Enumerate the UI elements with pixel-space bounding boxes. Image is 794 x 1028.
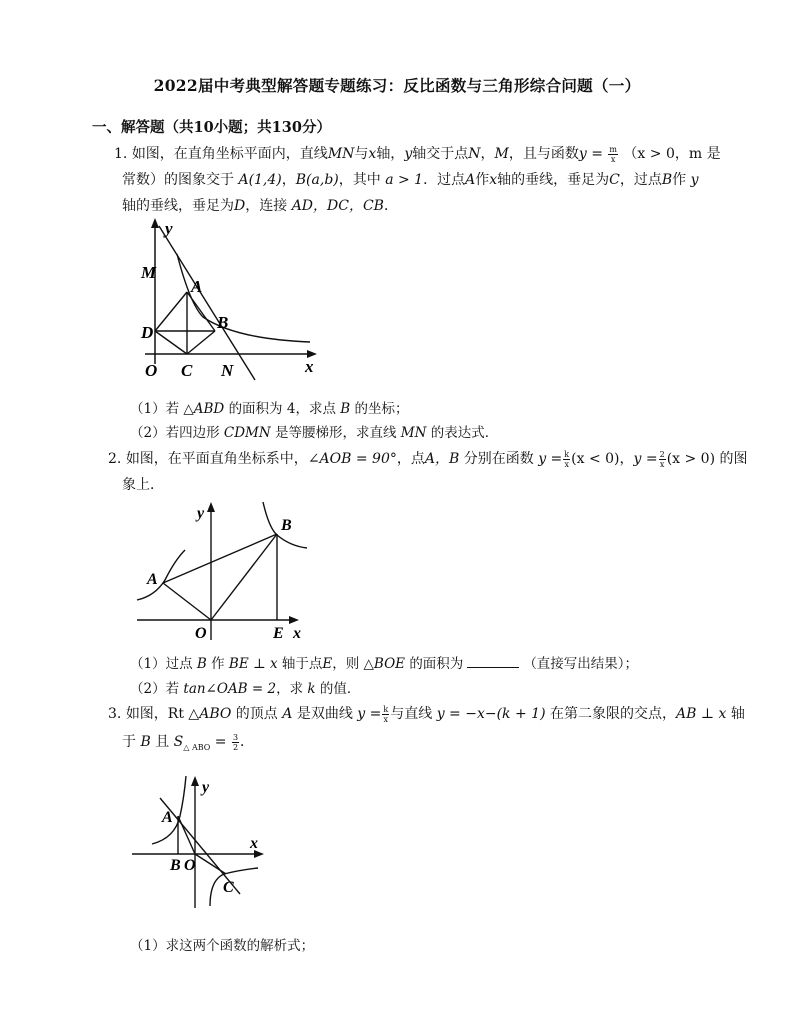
q3-line-2: 于 B 且 $S_{\triangle ABO}$ = $\frac{3}{2}$ ． xyxy=(122,732,255,752)
q1-label-M: M xyxy=(141,263,157,282)
page-title: 2022届中考典型解答题专题练习：反比函数与三角形综合问题（一） xyxy=(153,76,641,95)
q3-label-x: x xyxy=(250,835,258,852)
q1-hyperbola xyxy=(177,254,310,342)
q1-sub-1: （1）若 △ABD 的面积为 4，求点 B 的坐标； xyxy=(130,401,409,417)
q2-label-O: O xyxy=(195,625,207,642)
q1-label-O: O xyxy=(145,361,158,380)
q1-figure xyxy=(135,214,325,384)
q1-seg-CB xyxy=(187,331,215,354)
q1-label-N: N xyxy=(221,361,234,380)
q2-label-E: E xyxy=(273,625,284,642)
section-header: 一、解答题（共10小题；共130分） xyxy=(92,119,331,136)
q3-label-y: y xyxy=(202,779,210,796)
q1-line-3: 轴的垂线，垂足为D，连接 AD，DC，CB． xyxy=(122,198,398,214)
q3-area-fraction: $\frac{3}{2}$ xyxy=(232,732,239,752)
q1-line-2: 常数）的图象交于 A(1,4)，B(a,b)，其中 a > 1．过点A作x轴的垂线，垂足为C，过点B作 y xyxy=(122,172,699,188)
q3-figure xyxy=(130,772,270,912)
q2-line-1: 2. 如图，在平面直角坐标系中，∠AOB = 90°，点A，B 分别在函数 y = $\frac{k}{x}$ (x < 0)，y = $\frac{2}{x}$ (x > 0) 的图 xyxy=(108,449,748,469)
q3-line-1: 3. 如图，Rt △ABO 的顶点 A 是双曲线 y = $\frac{k}{x}$ 与直线 y = −x−(k + 1) 在第二象限的交点，AB ⊥ x 轴 xyxy=(108,704,745,724)
q2-sub-2: （2）若 tan∠OAB = 2，求 k 的值． xyxy=(130,681,361,697)
q2-line-2: 象上． xyxy=(122,477,164,493)
q3-seg-OC xyxy=(195,854,226,874)
q2-y-arrow xyxy=(207,502,215,512)
q1-label-D: D xyxy=(141,323,154,342)
q1-line-MN xyxy=(159,226,255,380)
answer-blank[interactable] xyxy=(467,655,519,668)
q3-label-B: B xyxy=(170,857,181,874)
q3-seg-AO xyxy=(178,816,195,854)
q3-label-A: A xyxy=(162,809,173,826)
q1-seg-DC xyxy=(155,331,187,354)
q3-fraction: $\frac{k}{x}$ xyxy=(383,704,389,724)
q2-seg-AB xyxy=(163,534,277,583)
q1-label-B: B xyxy=(217,313,229,332)
q1-label-y: y xyxy=(165,219,173,238)
q1-seg-AB xyxy=(187,292,215,331)
q2-seg-OB xyxy=(211,534,277,620)
q2-seg-AO xyxy=(163,583,211,620)
q2-fraction-2: $\frac{2}{x}$ xyxy=(659,449,665,469)
q2-x-arrow xyxy=(289,616,299,624)
q2-hyperbola-left xyxy=(137,550,185,600)
q1-fraction: $\frac{m}{x}$ xyxy=(609,144,617,164)
q2-label-B: B xyxy=(281,517,292,534)
q1-line-1: 1. 如图，在直角坐标平面内，直线MN与x轴，y轴交于点N，M，且与函数y = $\frac{m}{x}$ （x > 0，m 是 xyxy=(114,144,721,164)
q3-sub-1: （1）求这两个函数的解析式； xyxy=(130,938,315,954)
q1-label-x: x xyxy=(305,357,314,376)
q2-label-x: x xyxy=(293,625,301,642)
q3-label-C: C xyxy=(223,879,234,896)
q2-label-A: A xyxy=(147,571,158,588)
q2-fraction-1: $\frac{k}{x}$ xyxy=(564,449,570,469)
q1-y-arrow xyxy=(151,218,159,228)
q1-label-A: A xyxy=(191,277,203,296)
q2-figure xyxy=(135,500,315,645)
q3-label-O: O xyxy=(184,857,196,874)
q1-label-C: C xyxy=(181,361,193,380)
q3-y-arrow xyxy=(191,776,199,786)
q1-sub-2: （2）若四边形 CDMN 是等腰梯形，求直线 MN 的表达式． xyxy=(130,425,499,441)
q2-label-y: y xyxy=(197,505,205,522)
q2-sub-1: （1）过点 B 作 BE ⊥ x 轴于点E，则 △BOE 的面积为 （直接写出结果）； xyxy=(130,656,639,672)
q1-seg-AD xyxy=(155,292,187,331)
